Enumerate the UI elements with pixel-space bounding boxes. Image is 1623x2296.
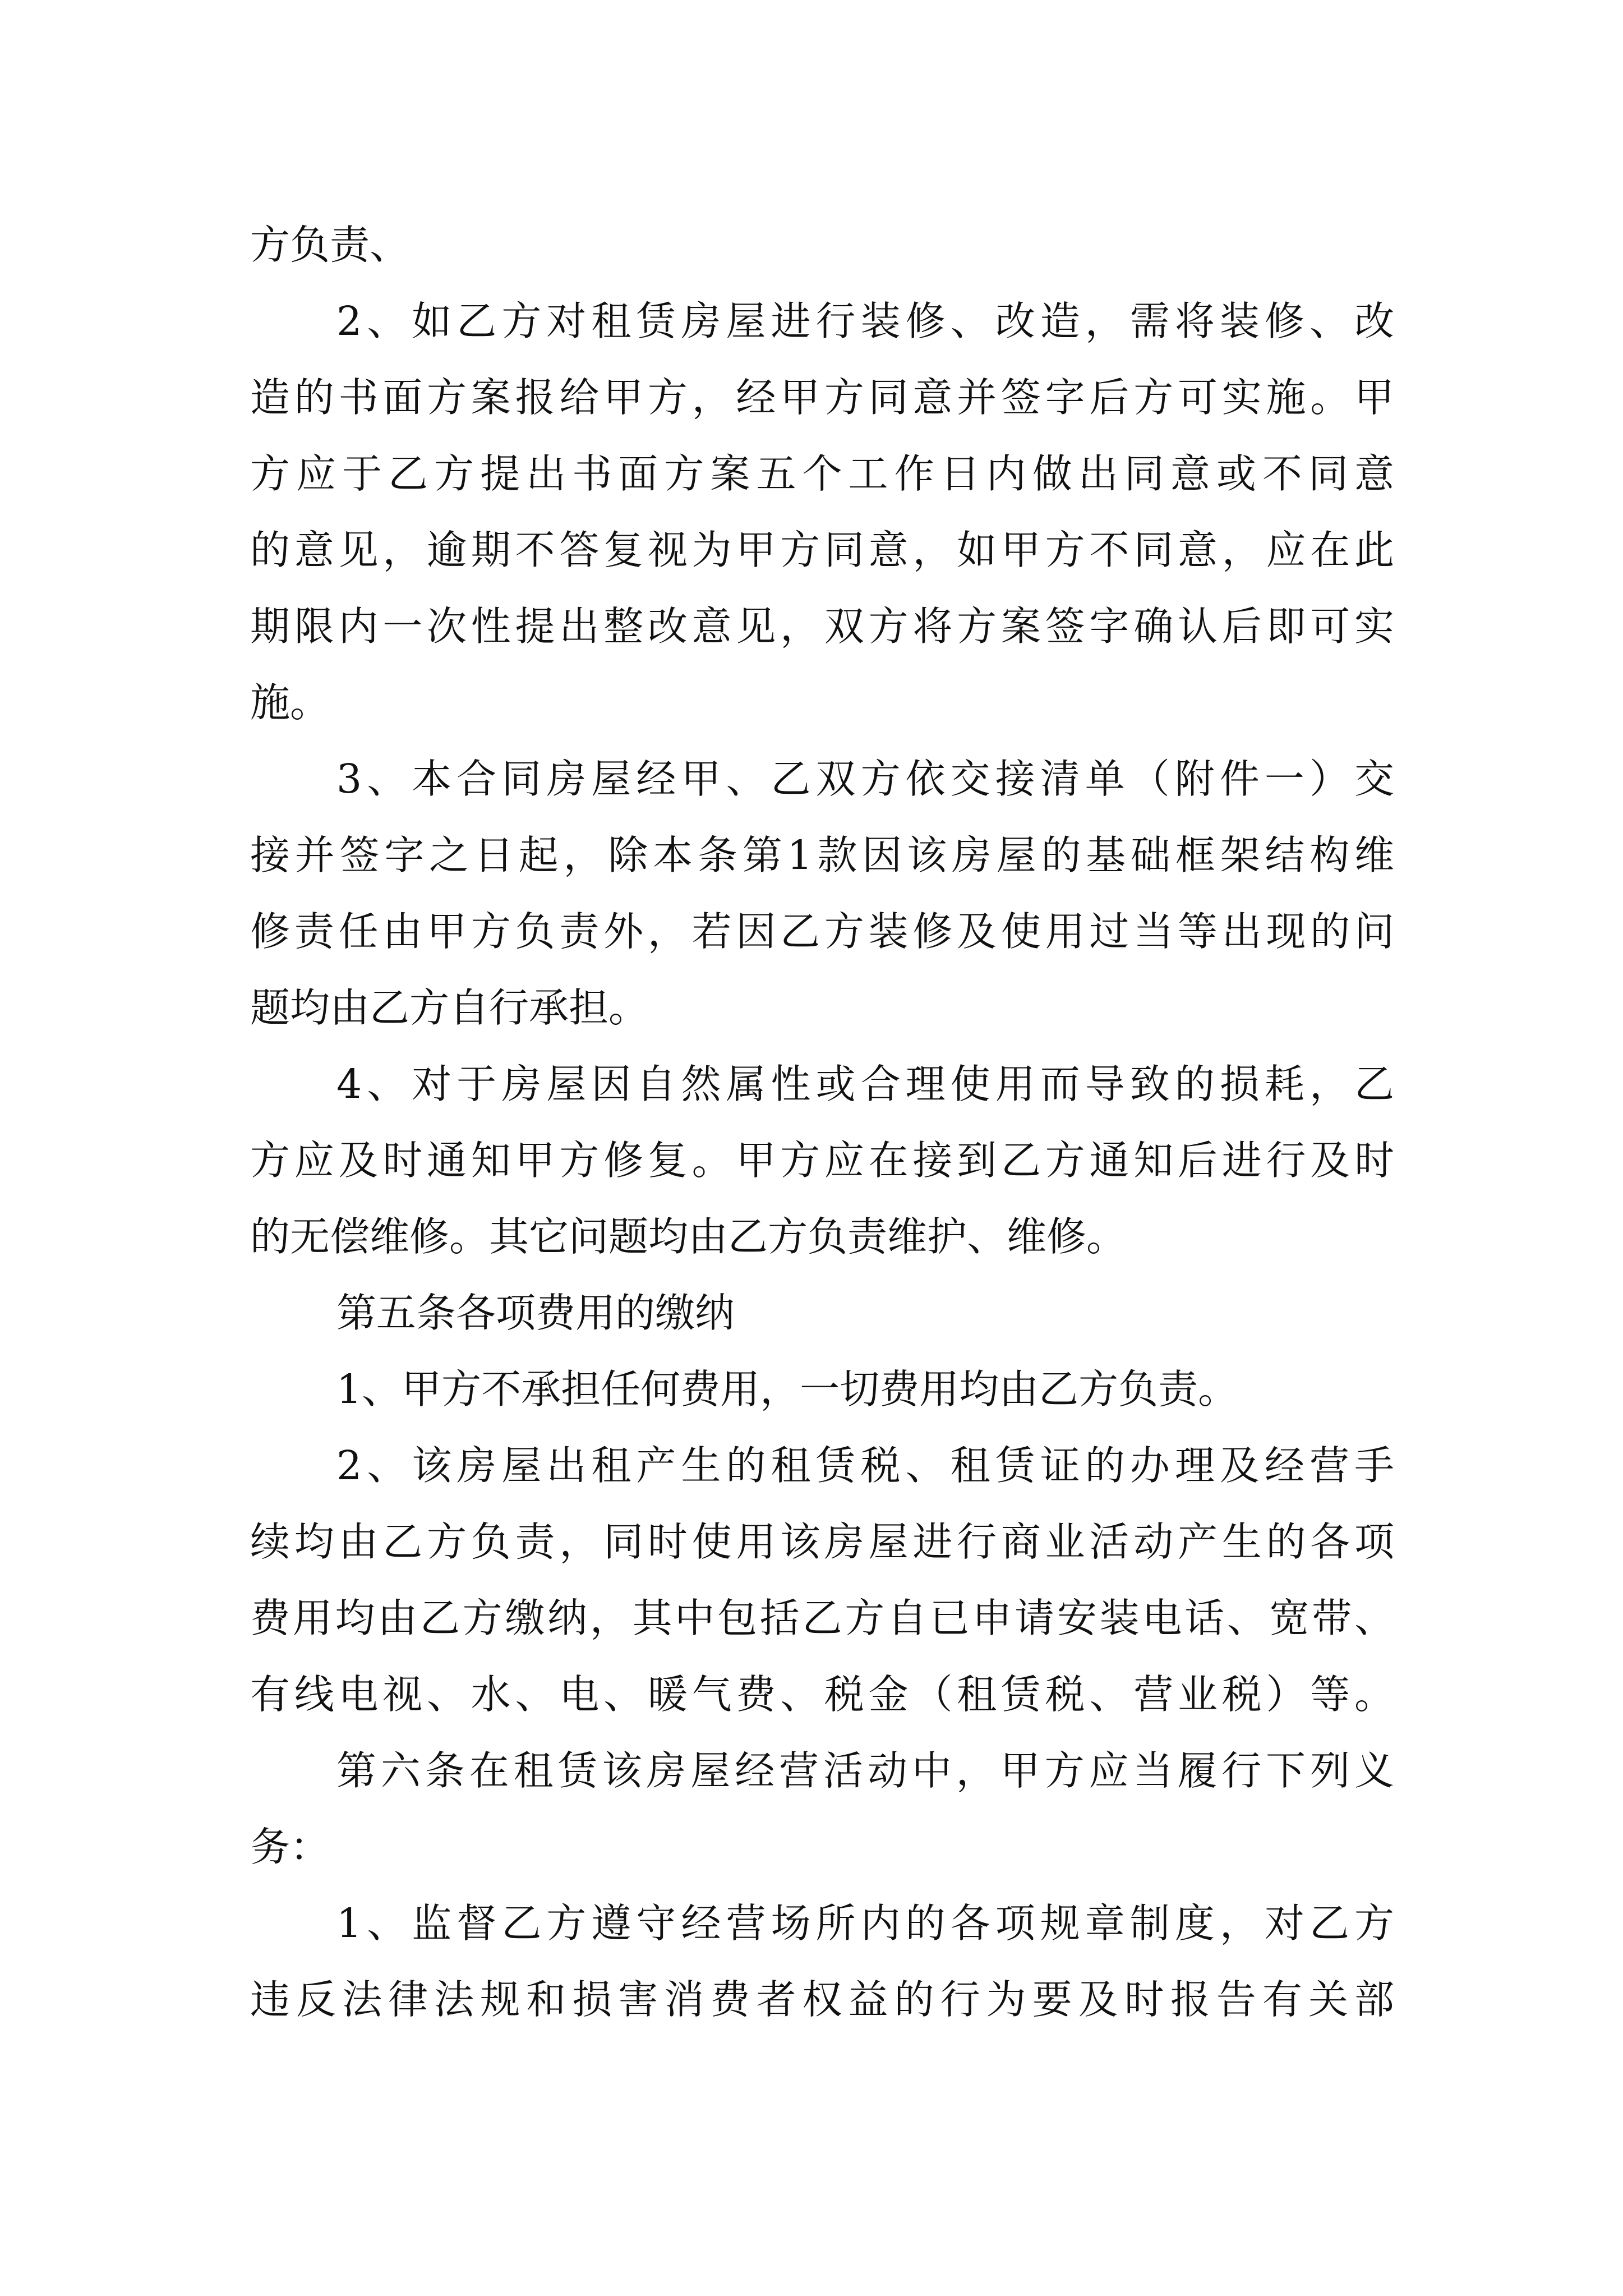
text-line: 1、监督乙方遵守经营场所内的各项规章制度，对乙方 xyxy=(336,1900,1394,1947)
text-line: 4、对于房屋因自然属性或合理使用而导致的损耗，乙 xyxy=(336,1061,1394,1107)
text-line: 造的书面方案报给甲方，经甲方同意并签字后方可实施。甲 xyxy=(250,374,1394,421)
text-line: 方负责、 xyxy=(250,222,410,268)
text-line: 违反法律法规和损害消费者权益的行为要及时报告有关部 xyxy=(250,1976,1394,2023)
text-line: 2、如乙方对租赁房屋进行装修、改造，需将装修、改 xyxy=(336,298,1394,344)
text-line: 1、甲方不承担任何费用，一切费用均由乙方负责。 xyxy=(336,1366,1238,1412)
section-heading: 第五条各项费用的缴纳 xyxy=(336,1290,735,1336)
text-line: 题均由乙方自行承担。 xyxy=(250,984,649,1031)
text-line: 方应于乙方提出书面方案五个工作日内做出同意或不同意 xyxy=(250,450,1394,497)
text-line: 方应及时通知甲方修复。甲方应在接到乙方通知后进行及时 xyxy=(250,1137,1394,1184)
text-line: 的无偿维修。其它问题均由乙方负责维护、维修。 xyxy=(250,1213,1127,1260)
text-line: 有线电视、水、电、暖气费、税金（租赁税、营业税）等。 xyxy=(250,1671,1394,1718)
text-line: 务： xyxy=(250,1824,330,1870)
text-line: 的意见，逾期不答复视为甲方同意，如甲方不同意，应在此 xyxy=(250,527,1394,573)
text-line: 2、该房屋出租产生的租赁税、租赁证的办理及经营手 xyxy=(336,1442,1394,1489)
text-line: 修责任由甲方负责外，若因乙方装修及使用过当等出现的问 xyxy=(250,908,1394,955)
text-line: 接并签字之日起，除本条第1款因该房屋的基础框架结构维 xyxy=(250,832,1394,878)
text-line: 费用均由乙方缴纳，其中包括乙方自已申请安装电话、宽带、 xyxy=(250,1595,1394,1641)
section-heading: 第六条在租赁该房屋经营活动中，甲方应当履行下列义 xyxy=(336,1747,1394,1794)
text-line: 期限内一次性提出整改意见，双方将方案签字确认后即可实 xyxy=(250,603,1394,650)
text-line: 3、本合同房屋经甲、乙双方依交接清单（附件一）交 xyxy=(336,756,1394,802)
text-line: 施。 xyxy=(250,679,330,726)
text-line: 续均由乙方负责，同时使用该房屋进行商业活动产生的各项 xyxy=(250,1519,1394,1565)
